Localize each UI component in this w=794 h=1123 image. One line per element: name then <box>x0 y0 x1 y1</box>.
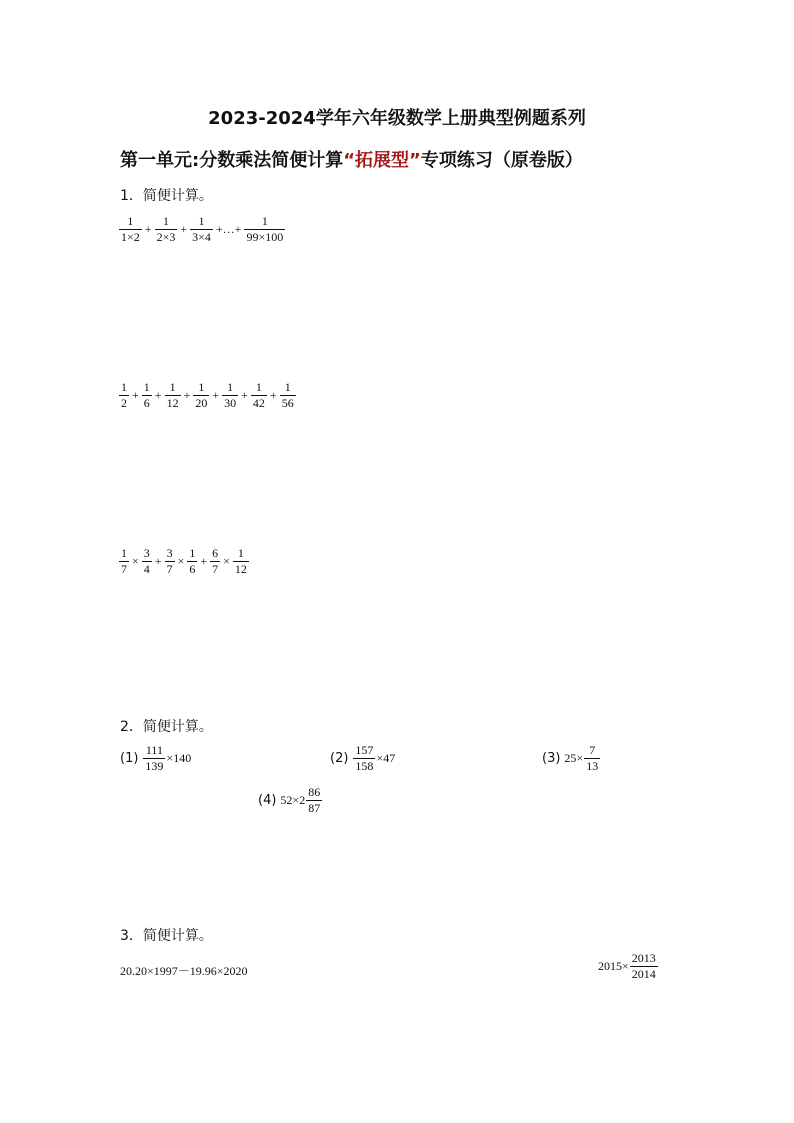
fraction: $\frac{1}{12}$ <box>234 546 247 576</box>
fraction: $\frac{1}{2}$ <box>121 380 127 410</box>
document-title: 2023-2024学年六年级数学上册典型例题系列 <box>208 108 586 129</box>
q1-expression-3: $\frac{1}{7}$ × $\frac{3}{4}$ + $\frac{3}{7}$ × $\frac{1}{6}$ + $\frac{6}{7}$ × $\frac{1}{12}$ <box>121 546 247 576</box>
q3-expression-2: 2015× $\frac{2013}{2014}$ <box>598 951 656 981</box>
fraction: $\frac{86}{87}$ <box>308 785 321 815</box>
q2-item-1: (1) $\frac{111}{139}$ ×140 <box>120 743 192 773</box>
question-3-heading: 3．简便计算。 <box>120 928 213 944</box>
subtitle-part-a: 第一单元:分数乘法简便计算 <box>120 150 344 171</box>
q2-item-2: (2) $\frac{157}{158}$ ×47 <box>330 743 396 773</box>
fraction: $\frac{1}{6}$ <box>143 380 150 410</box>
fraction: $\frac{1}{20}$ <box>195 380 208 410</box>
fraction: $\frac{111}{139}$ <box>145 743 164 773</box>
fraction: $\frac{1}{6}$ <box>189 546 196 576</box>
q2-item-3: (3) 25× $\frac{7}{13}$ <box>542 743 599 773</box>
fraction: $\frac{1}{7}$ <box>121 546 127 576</box>
document-subtitle <box>120 146 583 172</box>
fraction: $\frac{1}{3\times 4}$ <box>192 214 211 244</box>
fraction: $\frac{7}{13}$ <box>586 743 599 773</box>
q1-expression-1: $\frac{1}{1\times 2}$ + $\frac{1}{2\times 3}$ + $\frac{1}{3\times 4}$ +…+ $\frac{1}{99\times 100}$ <box>121 214 284 244</box>
fraction: $\frac{3}{4}$ <box>143 546 150 576</box>
q1-expression-2: $\frac{1}{2}$ + $\frac{1}{6}$ + $\frac{1}{12}$ + $\frac{1}{20}$ + $\frac{1}{30}$ + $\frac{1}{42}$ + $\frac{1}{56}$ <box>121 380 294 410</box>
fraction: $\frac{1}{56}$ <box>281 380 294 410</box>
q2-item-4: (4) 52×2 $\frac{86}{87}$ <box>258 785 321 815</box>
fraction: $\frac{1}{30}$ <box>224 380 237 410</box>
q3-expression-1: 20.20×1997－19.96×2020 <box>120 964 248 978</box>
question-2-heading: 2．简便计算。 <box>120 719 213 735</box>
subtitle-part-b: 专项练习（原卷版） <box>420 150 583 171</box>
question-1-heading: 1．简便计算。 <box>120 188 213 204</box>
fraction: $\frac{1}{99\times 100}$ <box>246 214 284 244</box>
fraction: $\frac{157}{158}$ <box>355 743 374 773</box>
fraction: $\frac{6}{7}$ <box>212 546 219 576</box>
fraction: $\frac{2013}{2014}$ <box>631 951 656 981</box>
fraction: $\frac{1}{12}$ <box>166 380 179 410</box>
subtitle-highlight: “拓展型” <box>343 150 421 171</box>
fraction: $\frac{3}{7}$ <box>166 546 173 576</box>
fraction: $\frac{1}{2\times 3}$ <box>156 214 176 244</box>
fraction: $\frac{1}{1\times 2}$ <box>121 214 140 244</box>
fraction: $\frac{1}{42}$ <box>252 380 265 410</box>
